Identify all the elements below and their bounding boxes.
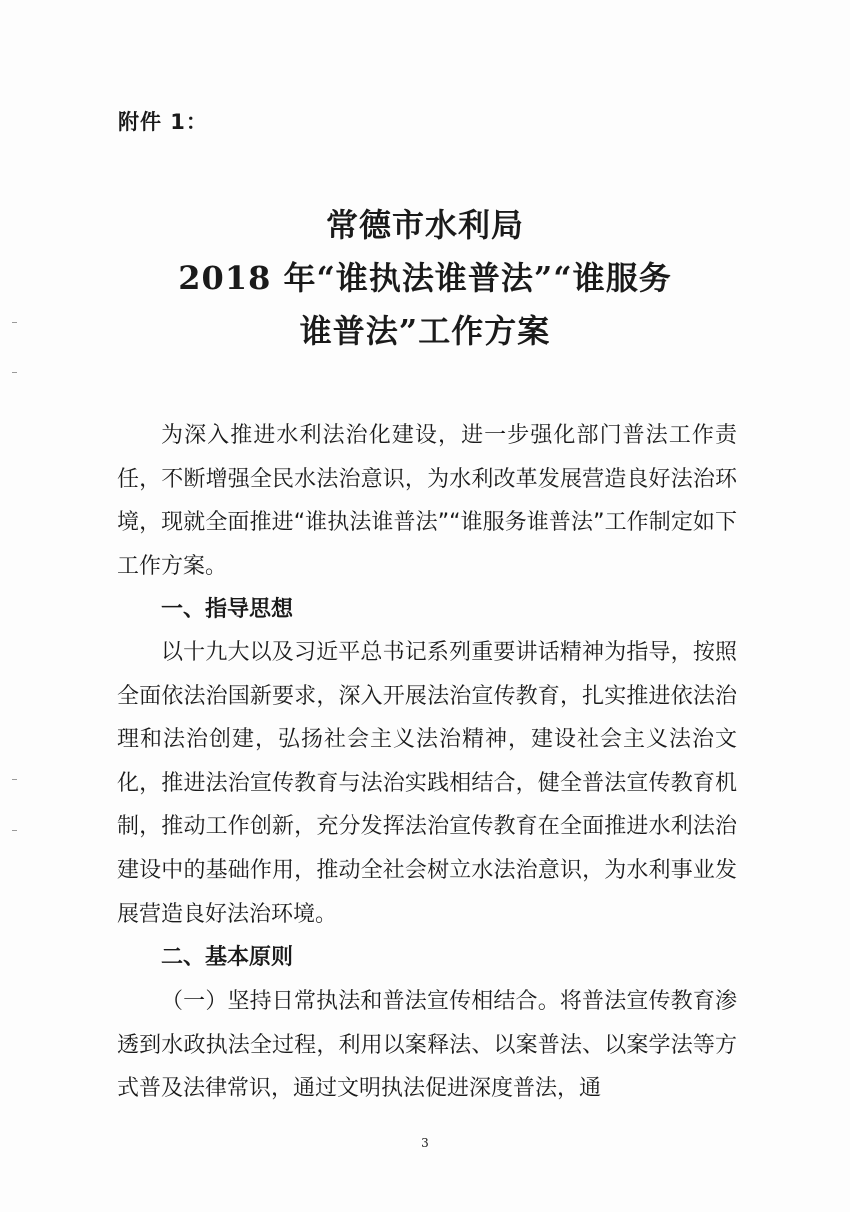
document-title-line-1: 常德市水利局	[325, 206, 524, 244]
page-number: 3	[421, 1136, 429, 1150]
document-title-line-3: 谁普法”工作方案	[299, 312, 551, 350]
guiding-ideology-text: 以十九大以及习近平总书记系列重要讲话精神为指导，按照全面依法治国新要求，深入开展法治宣传教育，扎实推进依法治理和法治创建，弘扬社会主义法治精神，建设社会主义法治文化，推进法治宣传教育与法治实践相结合，健全普法宣传教育机制，推动工作创新，充分发挥法治宣传教育在全面推进水利法治建设中的基础作用，推动全社会树立水法治意识，为水利事业发展营造良好法治环境。	[117, 640, 737, 927]
attachment-label: 附件 1：	[118, 110, 208, 134]
intro-text: 为深入推进水利法治化建设，进一步强化部门普法工作责任，不断增强全民水法治意识，为水利改革发展营造良好法治环境，现就全面推进“谁执法谁普法”“谁服务谁普法”工作制定如下工作方案。	[117, 423, 737, 579]
section-heading-guiding-ideology: 一、指导思想	[161, 597, 294, 622]
scan-mark	[12, 779, 17, 780]
guiding-ideology-paragraph	[117, 631, 737, 936]
section-heading-basic-principles: 二、基本原则	[161, 945, 294, 970]
basic-principles-text: （一）坚持日常执法和普法宣传相结合。将普法宣传教育渗透到水政执法全过程，利用以案释法、以案普法、以案学法等方式普及法律常识，通过文明执法促进深度普法，通	[117, 989, 737, 1102]
document-title-line-2: 2018 年“谁执法谁普法”“谁服务	[178, 259, 672, 297]
basic-principles-paragraph	[117, 980, 737, 1111]
intro-paragraph	[117, 414, 737, 588]
scan-mark	[12, 830, 17, 831]
scan-mark	[12, 372, 17, 373]
